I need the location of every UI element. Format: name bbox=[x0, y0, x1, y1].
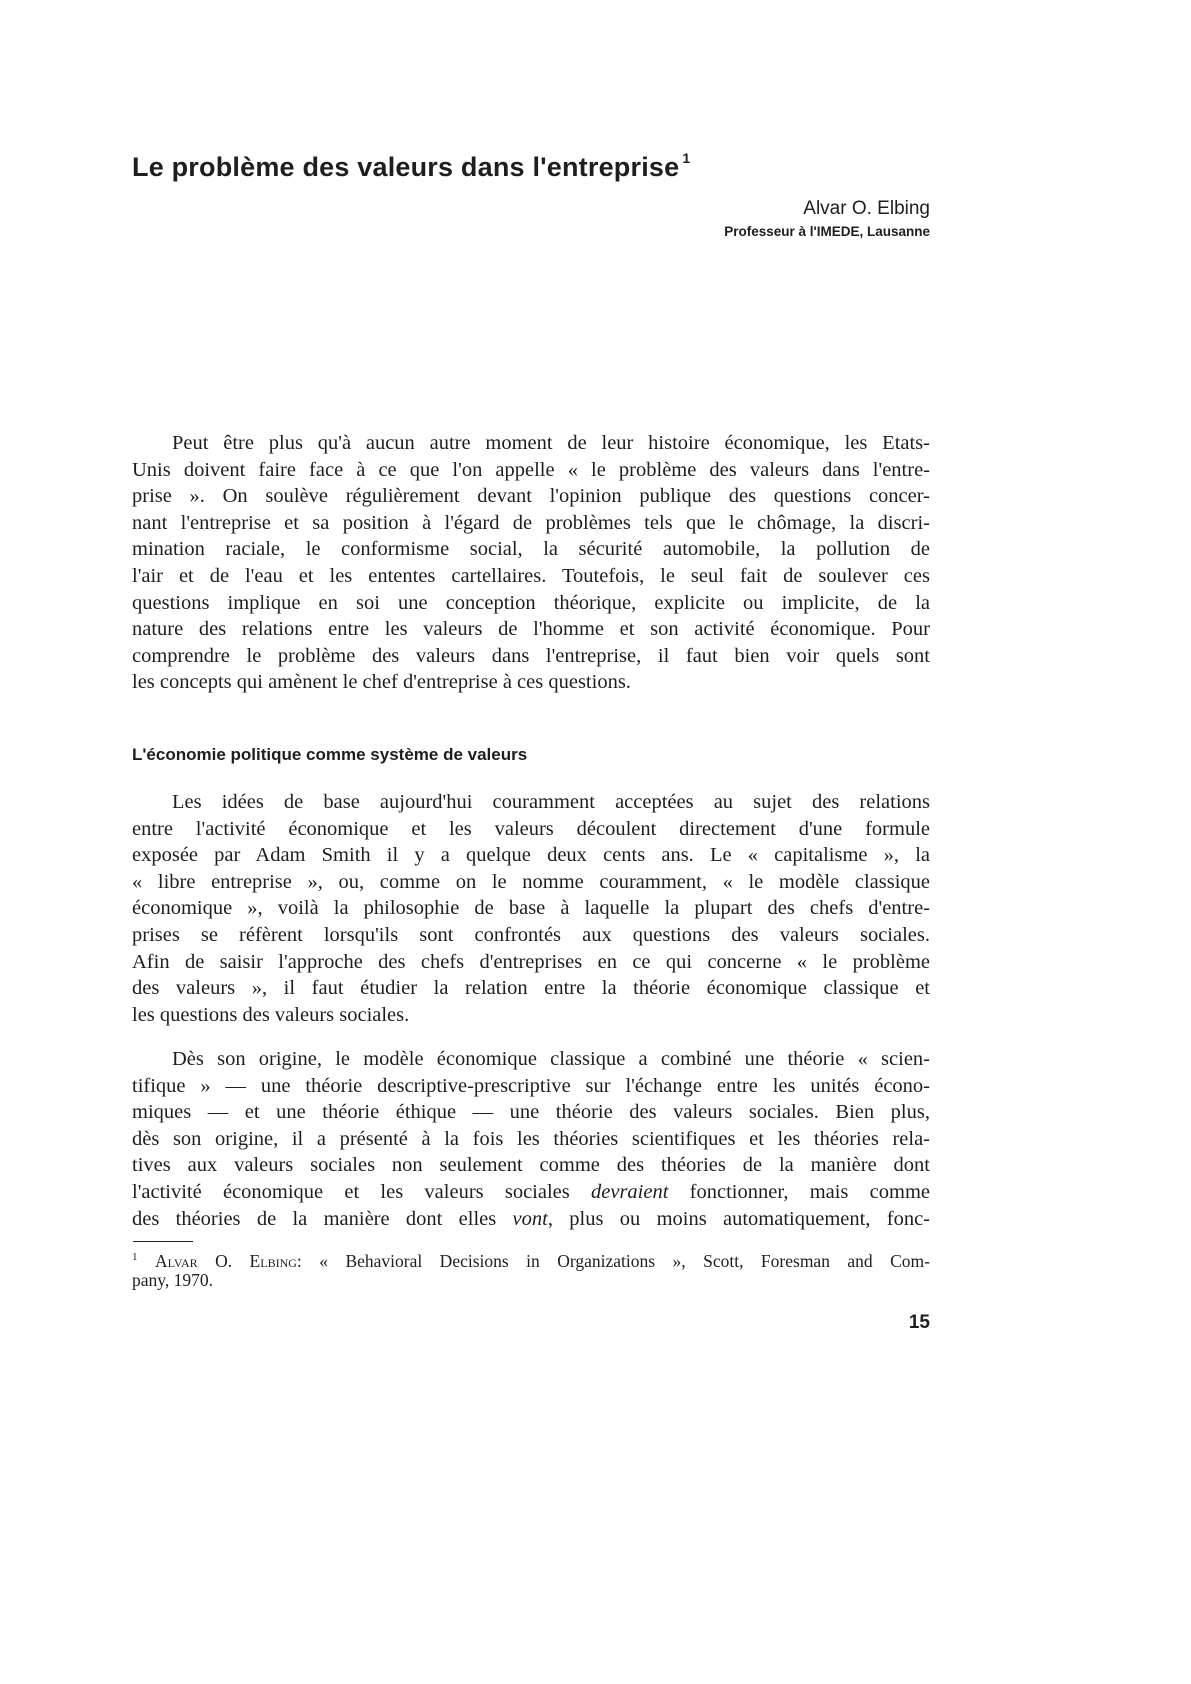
footnote-mark: 1 bbox=[132, 1251, 138, 1263]
text-line: comprendre le problème des valeurs dans l'entreprise, il faut bien voir quels sont bbox=[132, 644, 930, 667]
footnote bbox=[132, 1246, 930, 1292]
footnote-author: Alvar O. Elbing bbox=[154, 1250, 297, 1271]
footnote-text: : « Behavioral Decisions in Organizations », Scott, Foresman and Com- bbox=[296, 1250, 930, 1271]
text-line bbox=[132, 1206, 930, 1233]
paragraph-2 bbox=[132, 789, 930, 1028]
text-line: Unis doivent faire face à ce que l'on appelle « le problème des valeurs dans l'entre- bbox=[132, 458, 930, 481]
text-line: les questions des valeurs sociales. bbox=[132, 1003, 410, 1026]
text-line: Afin de saisir l'approche des chefs d'entreprises en ce qui concerne « le problème bbox=[132, 950, 930, 973]
page-title bbox=[132, 152, 690, 183]
text-line: nant l'entreprise et sa position à l'égard de problèmes tels que le chômage, la discri- bbox=[132, 511, 930, 534]
text-line: l'air et de l'eau et les ententes cartellaires. Toutefois, le seul fait de soulever ces bbox=[132, 564, 930, 587]
text-line: mination raciale, le conformisme social, la sécurité automobile, la pollution de bbox=[132, 538, 930, 561]
section-heading: L'économie politique comme système de valeurs bbox=[132, 745, 528, 764]
text-line: miques — et une théorie éthique — une théorie des valeurs sociales. Bien plus, bbox=[132, 1101, 930, 1124]
author-affiliation: Professeur à l'IMEDE, Lausanne bbox=[724, 224, 930, 239]
paragraph-3 bbox=[132, 1046, 930, 1232]
text-line: les concepts qui amènent le chef d'entreprise à ces questions. bbox=[132, 671, 631, 694]
footnote-text: pany, 1970. bbox=[132, 1270, 214, 1290]
text-line: Peut être plus qu'à aucun autre moment de leur histoire économique, les Etats- bbox=[172, 432, 930, 454]
page-number: 15 bbox=[908, 1312, 930, 1333]
text-line: exposée par Adam Smith il y a quelque deux cents ans. Le « capitalisme », la bbox=[132, 844, 930, 867]
title-text: Le problème des valeurs dans l'entreprise bbox=[132, 152, 680, 182]
emphasis: vont bbox=[512, 1207, 548, 1230]
text-segment: , plus ou moins automatiquement, fonc- bbox=[547, 1207, 930, 1230]
footnote-divider bbox=[133, 1241, 193, 1242]
text-line: dès son origine, il a présenté à la fois les théories scientifiques et les théories rela- bbox=[132, 1127, 930, 1150]
text-line: Les idées de base aujourd'hui couramment acceptées au sujet des relations bbox=[172, 791, 930, 813]
author-name: Alvar O. Elbing bbox=[803, 198, 930, 219]
text-line: tifique » — une théorie descriptive-prescriptive sur l'échange entre les unités écono- bbox=[132, 1074, 930, 1097]
footnote-ref: 1 bbox=[682, 150, 691, 166]
text-line: prise ». On soulève régulièrement devant l'opinion publique des questions concer- bbox=[132, 485, 930, 508]
text-segment: des théories de la manière dont elles bbox=[132, 1207, 513, 1230]
text-line bbox=[132, 1179, 930, 1206]
text-line: économique », voilà la philosophie de base à laquelle la plupart des chefs d'entre- bbox=[132, 897, 930, 920]
text-line: entre l'activité économique et les valeurs découlent directement d'une formule bbox=[132, 817, 930, 840]
text-segment: l'activité économique et les valeurs sociales bbox=[132, 1180, 591, 1203]
text-line: des valeurs », il faut étudier la relation entre la théorie économique classique et bbox=[132, 977, 930, 1000]
paragraph-intro bbox=[132, 430, 930, 696]
text-line: questions implique en soi une conception théorique, explicite ou implicite, de la bbox=[132, 591, 930, 614]
text-segment: fonctionner, mais comme bbox=[668, 1180, 930, 1203]
text-line: prises se réfèrent lorsqu'ils sont confrontés aux questions des valeurs sociales. bbox=[132, 923, 930, 946]
text-line: « libre entreprise », ou, comme on le nomme couramment, « le modèle classique bbox=[132, 870, 930, 893]
emphasis: devraient bbox=[591, 1180, 669, 1203]
text-line: Dès son origine, le modèle économique classique a combiné une théorie « scien- bbox=[172, 1048, 930, 1070]
text-line: tives aux valeurs sociales non seulement comme des théories de la manière dont bbox=[132, 1154, 930, 1177]
text-line: nature des relations entre les valeurs de l'homme et son activité économique. Pour bbox=[132, 618, 930, 641]
